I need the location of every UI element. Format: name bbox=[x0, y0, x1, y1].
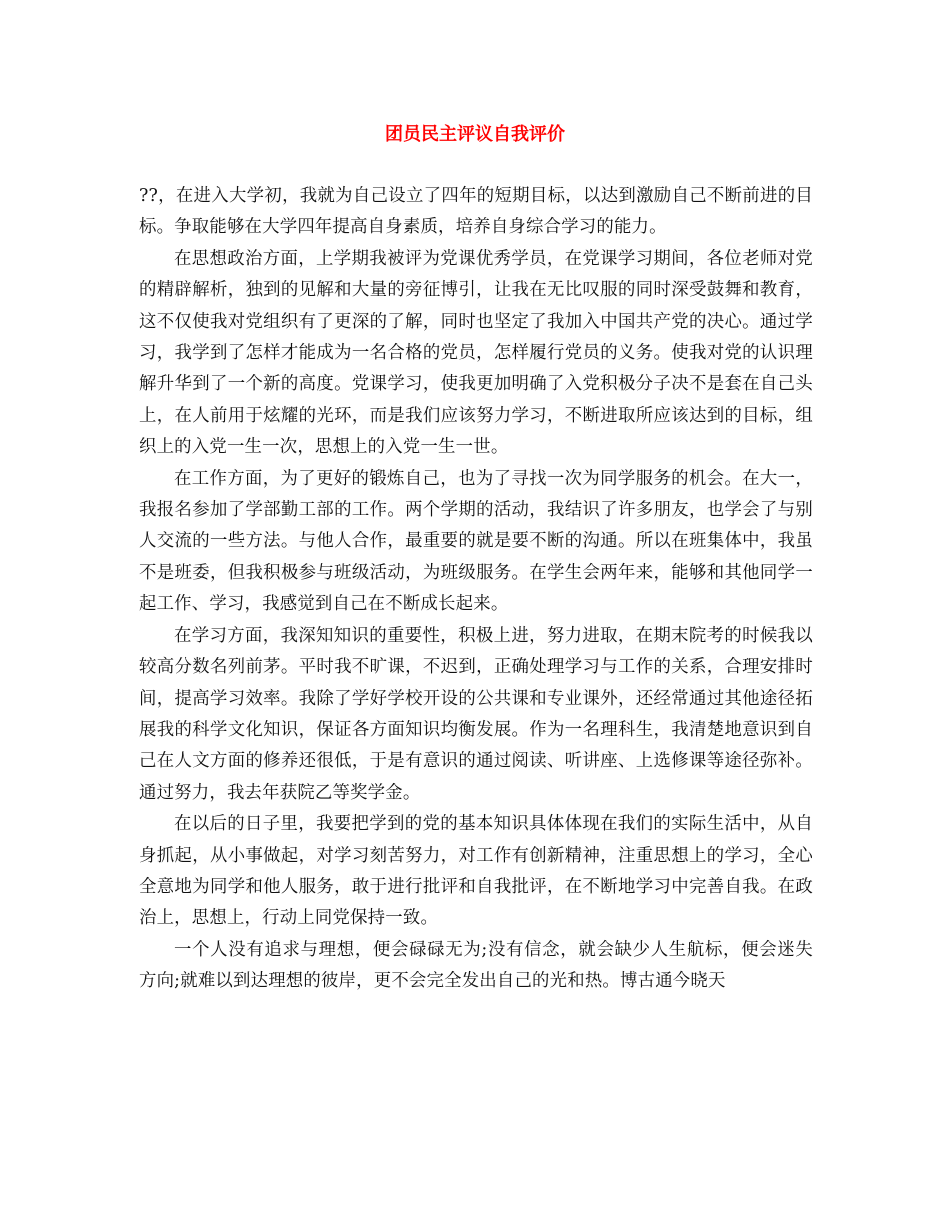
document-body bbox=[139, 181, 813, 998]
paragraph-study: 在学习方面，我深知知识的重要性，积极上进，努力进取，在期末院考的时候我以较高分数名列前茅。平时我不旷课，不迟到，正确处理学习与工作的关系，合理安排时间，提高学习效率。我除了学好学校开设的公共课和专业课外，还经常通过其他途径拓展我的科学文化知识，保证各方面知识均衡发展。作为一名理科生，我清楚地意识到自己在人文方面的修养还很低，于是有意识的通过阅读、听讲座、上选修课等途径弥补。通过努力，我去年获院乙等奖学金。 bbox=[139, 625, 813, 803]
paragraph-future: 在以后的日子里，我要把学到的党的基本知识具体体现在我们的实际生活中，从自身抓起，从小事做起，对学习刻苦努力，对工作有创新精神，注重思想上的学习，全心全意地为同学和他人服务，敢于进行批评和自我批评，在不断地学习中完善自我。在政治上，思想上，行动上同党保持一致。 bbox=[139, 814, 813, 929]
paragraph-ideals: 一个人没有追求与理想，便会碌碌无为;没有信念，就会缺少人生航标，便会迷失方向;就难以到达理想的彼岸，更不会完全发出自己的光和热。博古通今晓天 bbox=[139, 939, 813, 992]
paragraph-work: 在工作方面，为了更好的锻炼自己，也为了寻找一次为同学服务的机会。在大一，我报名参加了学部勤工部的工作。两个学期的活动，我结识了许多朋友，也学会了与别人交流的一些方法。与他人合作，最重要的就是要不断的沟通。所以在班集体中，我虽不是班委，但我积极参与班级活动，为班级服务。在学生会两年来，能够和其他同学一起工作、学习，我感觉到自己在不断成长起来。 bbox=[139, 468, 813, 615]
paragraph-political: 在思想政治方面，上学期我被评为党课优秀学员，在党课学习期间，各位老师对党的精辟解析，独到的见解和大量的旁征博引，让我在无比叹服的同时深受鼓舞和教育，这不仅使我对党组织有了更深的了解，同时也坚定了我加入中国共产党的决心。通过学习，我学到了怎样才能成为一名合格的党员，怎样履行党员的义务。使我对党的认识理解升华到了一个新的高度。党课学习，使我更加明确了入党积极分子决不是套在自己头上，在人前用于炫耀的光环，而是我们应该努力学习，不断进取所应该达到的目标，组织上的入党一生一次，思想上的入党一生一世。 bbox=[139, 248, 813, 458]
paragraph-intro: ??，在进入大学初，我就为自己设立了四年的短期目标，以达到激励自己不断前进的目标。争取能够在大学四年提高自身素质，培养自身综合学习的能力。 bbox=[139, 186, 813, 238]
document-title: 团员民主评议自我评价 bbox=[385, 124, 565, 145]
